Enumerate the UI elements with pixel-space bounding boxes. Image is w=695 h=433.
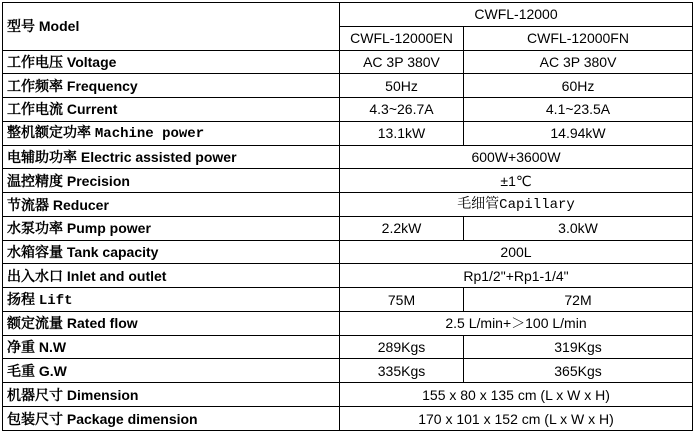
gw-label: 毛重 G.W <box>3 359 340 383</box>
gw-b-value: 365Kgs <box>464 359 693 383</box>
frequency-a-value: 50Hz <box>340 74 464 98</box>
voltage-label: 工作电压 Voltage <box>3 50 340 74</box>
nw-a-value: 289Kgs <box>340 335 464 359</box>
pump-power-b-value: 3.0kW <box>464 216 693 240</box>
voltage-a-value: AC 3P 380V <box>340 50 464 74</box>
table-row-model-group <box>3 3 693 27</box>
machine-power-label <box>3 121 340 145</box>
table-row-tank-capacity <box>3 240 693 264</box>
tank-capacity-label: 水箱容量 Tank capacity <box>3 240 340 264</box>
dimension-value: 155 x 80 x 135 cm (L x W x H) <box>340 383 693 407</box>
machine-power-a-value: 13.1kW <box>340 121 464 145</box>
gw-a-value: 335Kgs <box>340 359 464 383</box>
lift-label <box>3 288 340 312</box>
model-a-value: CWFL-12000EN <box>340 26 464 50</box>
frequency-b-value: 60Hz <box>464 74 693 98</box>
table-row-dimension <box>3 383 693 407</box>
table-row-package-dimension <box>3 407 693 431</box>
lift-b-value: 72M <box>464 288 693 312</box>
table-row-nw <box>3 335 693 359</box>
table-row-lift <box>3 288 693 312</box>
current-b-value: 4.1~23.5A <box>464 98 693 122</box>
machine-power-label-en: Machine power <box>94 126 205 143</box>
table-row-inlet-outlet <box>3 264 693 288</box>
rated-flow-value: 2.5 L/min+＞100 L/min <box>340 311 693 335</box>
nw-b-value: 319Kgs <box>464 335 693 359</box>
table-row-electric-assisted-power <box>3 145 693 169</box>
nw-label: 净重 N.W <box>3 335 340 359</box>
rated-flow-label: 额定流量 Rated flow <box>3 311 340 335</box>
table-row-voltage <box>3 50 693 74</box>
table-row-reducer <box>3 193 693 217</box>
reducer-value: 毛细管Capillary <box>340 193 693 217</box>
pump-power-label: 水泵功率 Pump power <box>3 216 340 240</box>
table-row-gw <box>3 359 693 383</box>
package-dimension-value: 170 x 101 x 152 cm (L x W x H) <box>340 407 693 431</box>
lift-label-cn: 扬程 <box>7 290 39 307</box>
model-group-value: CWFL-12000 <box>340 3 693 27</box>
model-b-value: CWFL-12000FN <box>464 26 693 50</box>
frequency-label: 工作频率 Frequency <box>3 74 340 98</box>
machine-power-label-cn: 整机额定功率 <box>7 124 95 141</box>
lift-label-en: Lift <box>38 292 73 309</box>
table-row-pump-power <box>3 216 693 240</box>
precision-value: ±1℃ <box>340 169 693 193</box>
inlet-outlet-label: 出入水口 Inlet and outlet <box>3 264 340 288</box>
spec-table <box>2 2 693 431</box>
voltage-b-value: AC 3P 380V <box>464 50 693 74</box>
precision-label: 温控精度 Precision <box>3 169 340 193</box>
electric-assisted-power-label: 电辅助功率 Electric assisted power <box>3 145 340 169</box>
package-dimension-label: 包装尺寸 Package dimension <box>3 407 340 431</box>
table-row-frequency <box>3 74 693 98</box>
current-a-value: 4.3~26.7A <box>340 98 464 122</box>
electric-assisted-power-value: 600W+3600W <box>340 145 693 169</box>
dimension-label: 机器尺寸 Dimension <box>3 383 340 407</box>
model-label: 型号 Model <box>3 3 340 51</box>
machine-power-b-value: 14.94kW <box>464 121 693 145</box>
lift-a-value: 75M <box>340 288 464 312</box>
inlet-outlet-value: Rp1/2"+Rp1-1/4" <box>340 264 693 288</box>
reducer-label: 节流器 Reducer <box>3 193 340 217</box>
table-row-rated-flow <box>3 311 693 335</box>
table-row-machine-power <box>3 121 693 145</box>
table-row-current <box>3 98 693 122</box>
table-row-precision <box>3 169 693 193</box>
current-label: 工作电流 Current <box>3 98 340 122</box>
pump-power-a-value: 2.2kW <box>340 216 464 240</box>
tank-capacity-value: 200L <box>340 240 693 264</box>
